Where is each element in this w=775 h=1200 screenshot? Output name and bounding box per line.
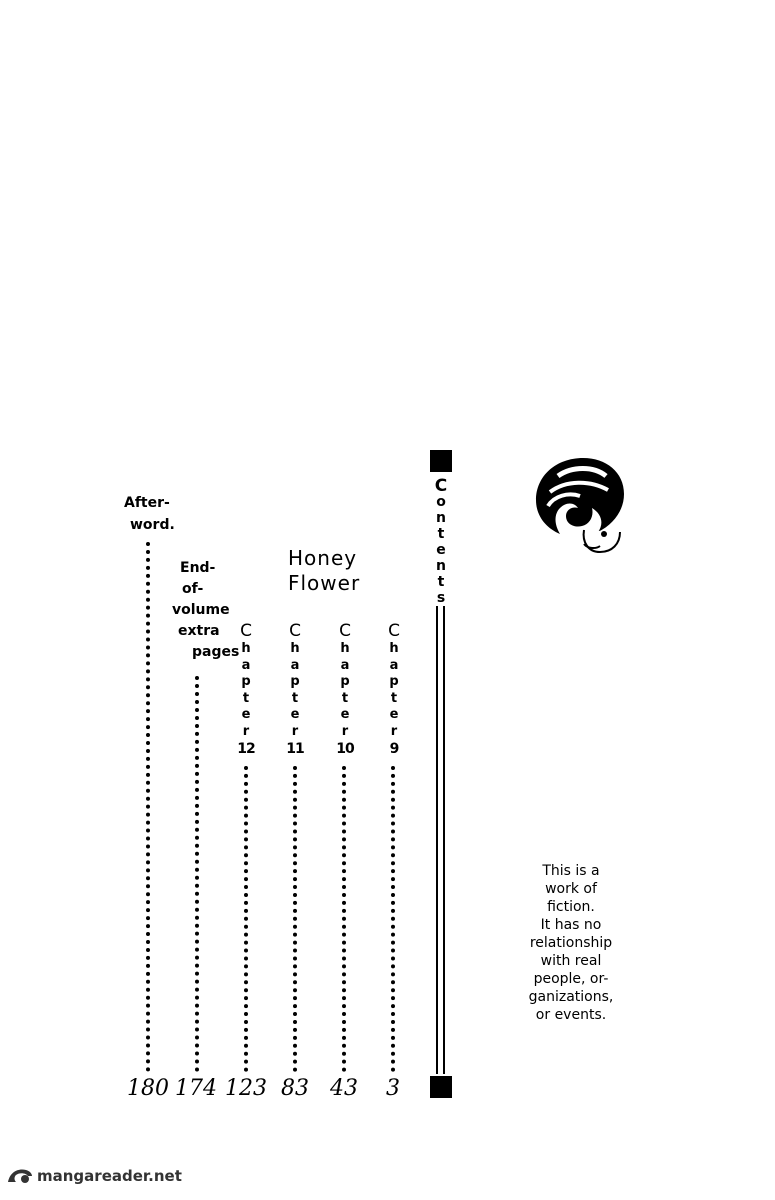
chapter-10-leader-dots (342, 766, 346, 1072)
manga-reader-logo-icon (6, 1166, 34, 1186)
afterword-label: After- word. (124, 495, 175, 533)
chapter-9-label: C h a p t e r 9 (388, 621, 400, 757)
extra-pages-page-number: 174 (175, 1076, 217, 1101)
chapter-11-leader-dots (293, 766, 297, 1072)
watermark-text: mangareader.net (37, 1167, 182, 1185)
contents-double-rule (436, 606, 445, 1074)
chapter-9-leader-dots (391, 766, 395, 1072)
chapter-11-label: C h a p t e r 11 (286, 621, 304, 757)
watermark[interactable] (6, 1166, 182, 1186)
chapter-9-page-number: 3 (386, 1076, 400, 1101)
chapter-12-leader-dots (244, 766, 248, 1072)
contents-bottom-square (430, 1076, 452, 1098)
series-title: Honey Flower (288, 546, 361, 595)
afterword-leader-dots (146, 542, 150, 1072)
chapter-11-page-number: 83 (281, 1076, 309, 1101)
extra-pages-leader-dots (195, 676, 199, 1072)
chapter-12-label: C h a p t e r 12 (237, 621, 255, 757)
chapter-12-page-number: 123 (225, 1076, 267, 1101)
swirl-hair-face-icon (528, 452, 632, 556)
contents-heading: C o n t e n t s (434, 476, 448, 606)
chapter-10-label: C h a p t e r 10 (336, 621, 354, 757)
chapter-10-page-number: 43 (330, 1076, 358, 1101)
afterword-page-number: 180 (127, 1076, 169, 1101)
contents-top-square (430, 450, 452, 472)
extra-pages-label: End- of- volume extra pages (172, 560, 240, 660)
fiction-disclaimer: This is a work of fiction. It has no relationship with real people, or- ganizations, or events. (528, 863, 614, 1023)
